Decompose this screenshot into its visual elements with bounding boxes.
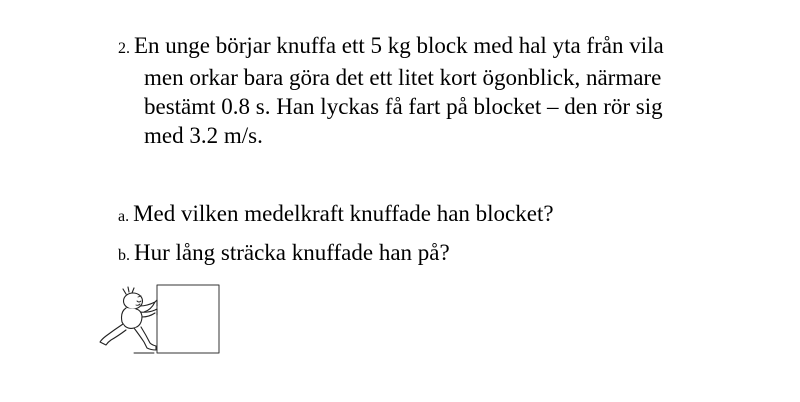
question-a	[118, 199, 554, 231]
problem-number: 2.	[118, 40, 130, 57]
block-shape	[157, 285, 219, 353]
question-b	[118, 238, 450, 270]
child-pushing-block-icon	[96, 282, 226, 358]
question-a-label: a.	[118, 208, 130, 225]
child-back-leg	[100, 324, 126, 345]
child-body	[122, 308, 143, 328]
problem-text-line-4: med 3.2 m/s.	[144, 123, 263, 148]
child-front-leg	[134, 327, 156, 350]
problem-text-line-1: En unge börjar knuffa ett 5 kg block med hal yta från vila	[134, 33, 664, 58]
question-a-text: Med vilken medelkraft knuffade han blocket?	[133, 201, 554, 226]
child-head	[124, 293, 143, 309]
problem-text-line-2: men orkar bara göra det ett litet kort ögonblick, närmare	[144, 65, 662, 90]
problem-text-line-3: bestämt 0.8 s. Han lyckas få fart på blocket – den rör sig	[144, 94, 663, 119]
question-b-text: Hur lång sträcka knuffade han på?	[134, 240, 450, 265]
problem-statement	[118, 31, 758, 150]
question-b-label: b.	[118, 247, 130, 264]
problem-line-1	[118, 31, 758, 63]
